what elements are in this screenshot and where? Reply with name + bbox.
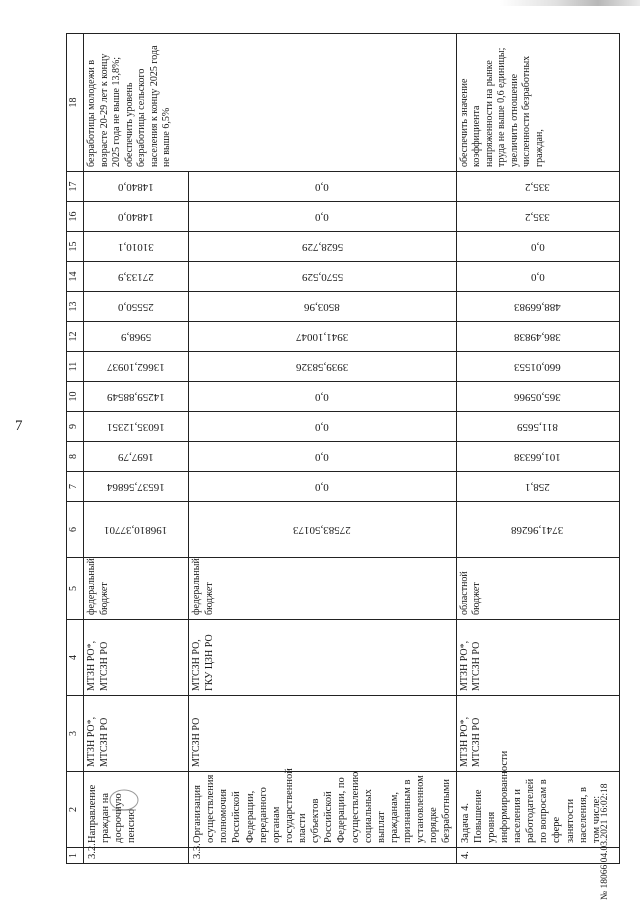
row-value: 5628,729 xyxy=(189,232,457,262)
row-value: 13662,10937 xyxy=(84,352,189,382)
row-value: 660,01553 xyxy=(456,352,619,382)
row-value: 3941,10047 xyxy=(189,322,457,352)
col-header: 1 xyxy=(67,848,84,864)
row-value: 811,5659 xyxy=(456,412,619,442)
row-value: 3939,58326 xyxy=(189,352,457,382)
row-executor: МТСЗН РО xyxy=(189,696,457,772)
row-value: 0,0 xyxy=(189,442,457,472)
col-header: 18 xyxy=(67,34,84,172)
page-number: 7 xyxy=(15,418,23,434)
row-value: 101,66338 xyxy=(456,442,619,472)
row-value: 31010,1 xyxy=(84,232,189,262)
official-stamp-icon xyxy=(100,780,148,820)
row-name: Направление граждан на досрочную пенсию xyxy=(84,772,189,848)
row-value: 25550,0 xyxy=(84,292,189,322)
row-value: 3741,96268 xyxy=(456,502,619,558)
row-name: Организация осуществления полномочия Российской Федерации, переданного органам государственной власти субъектов Российской Федерации, по осуществлению социальных выплат гражданам, признанным в установленном порядке безработными xyxy=(189,772,457,848)
row-value: 488,66983 xyxy=(456,292,619,322)
row-id: 4. xyxy=(456,848,619,864)
row-executor: МТЗН РО*, МТСЗН РО xyxy=(84,696,189,772)
row-value: 8503,96 xyxy=(189,292,457,322)
row-value: 365,05966 xyxy=(456,382,619,412)
col-header: 10 xyxy=(67,382,84,412)
row-value: 196810,37701 xyxy=(84,502,189,558)
col-header: 9 xyxy=(67,412,84,442)
row-id: 3.3. xyxy=(189,848,457,864)
row-value: 0,0 xyxy=(456,232,619,262)
col-header: 15 xyxy=(67,232,84,262)
row-value: 0,0 xyxy=(189,202,457,232)
row-executor: МТЗН РО*, МТСЗН РО xyxy=(456,696,619,772)
row-coexecutor: МТЗН РО*, МТСЗН РО xyxy=(456,620,619,696)
row-name: Задача 4. Повышение уровня информированности населения и работодателей по вопросам в сфере занятости населения, в том числе: xyxy=(456,772,619,848)
col-header: 17 xyxy=(67,172,84,202)
row-value: 386,49838 xyxy=(456,322,619,352)
row-value: 0,0 xyxy=(189,472,457,502)
header-row xyxy=(67,34,84,864)
col-header: 8 xyxy=(67,442,84,472)
row-value: 0,0 xyxy=(456,262,619,292)
row-coexecutor: МТСЗН РО, ГКУ ЦЗН РО xyxy=(189,620,457,696)
col-header: 7 xyxy=(67,472,84,502)
col-header: 12 xyxy=(67,322,84,352)
col-header: 5 xyxy=(67,558,84,620)
row-value: 5570,529 xyxy=(189,262,457,292)
col-header: 4 xyxy=(67,620,84,696)
row-source: федеральный бюджет xyxy=(189,558,457,620)
col-header: 11 xyxy=(67,352,84,382)
col-header: 14 xyxy=(67,262,84,292)
row-value: 0,0 xyxy=(189,172,457,202)
row-value: 335,2 xyxy=(456,172,619,202)
row-value: 14840,0 xyxy=(84,172,189,202)
col-header: 2 xyxy=(67,772,84,848)
col-header: 3 xyxy=(67,696,84,772)
row-target: безработицы молодежи в возрасте 20-29 лет к концу 2025 года не выше 13,8%; обеспечить уровень безработицы сельского населения к концу 2025 года не выше 6,5% xyxy=(84,34,457,172)
row-value: 16537,56864 xyxy=(84,472,189,502)
row-value: 14840,0 xyxy=(84,202,189,232)
rotated-table-sheet xyxy=(66,38,602,864)
row-value: 258,1 xyxy=(456,472,619,502)
row-value: 27583,50173 xyxy=(189,502,457,558)
row-value: 5968,9 xyxy=(84,322,189,352)
row-value: 0,0 xyxy=(189,412,457,442)
row-value: 14259,88549 xyxy=(84,382,189,412)
row-value: 335,2 xyxy=(456,202,619,232)
table-row xyxy=(84,34,189,864)
row-value: 0,0 xyxy=(189,382,457,412)
row-value: 27133,9 xyxy=(84,262,189,292)
row-value: 16035,12351 xyxy=(84,412,189,442)
col-header: 13 xyxy=(67,292,84,322)
row-value: 1697,79 xyxy=(84,442,189,472)
row-source: областной бюджет xyxy=(456,558,619,620)
col-header: 16 xyxy=(67,202,84,232)
scan-edge-artifact xyxy=(500,0,640,6)
program-activities-table xyxy=(66,33,620,864)
registration-stamp: № 18066 04.03.2021 16:02:18 xyxy=(600,783,610,900)
table-row xyxy=(456,34,619,864)
col-header: 6 xyxy=(67,502,84,558)
row-target: обеспечить значение коэффициента напряженности на рынке труда не выше 0,6 единицы; увеличить отношение численности безработных граждан, xyxy=(456,34,619,172)
row-coexecutor: МТЗН РО*, МТСЗН РО xyxy=(84,620,189,696)
registration-footer xyxy=(600,770,614,900)
row-id: 3.2. xyxy=(84,848,189,864)
row-source: федеральный бюджет xyxy=(84,558,189,620)
